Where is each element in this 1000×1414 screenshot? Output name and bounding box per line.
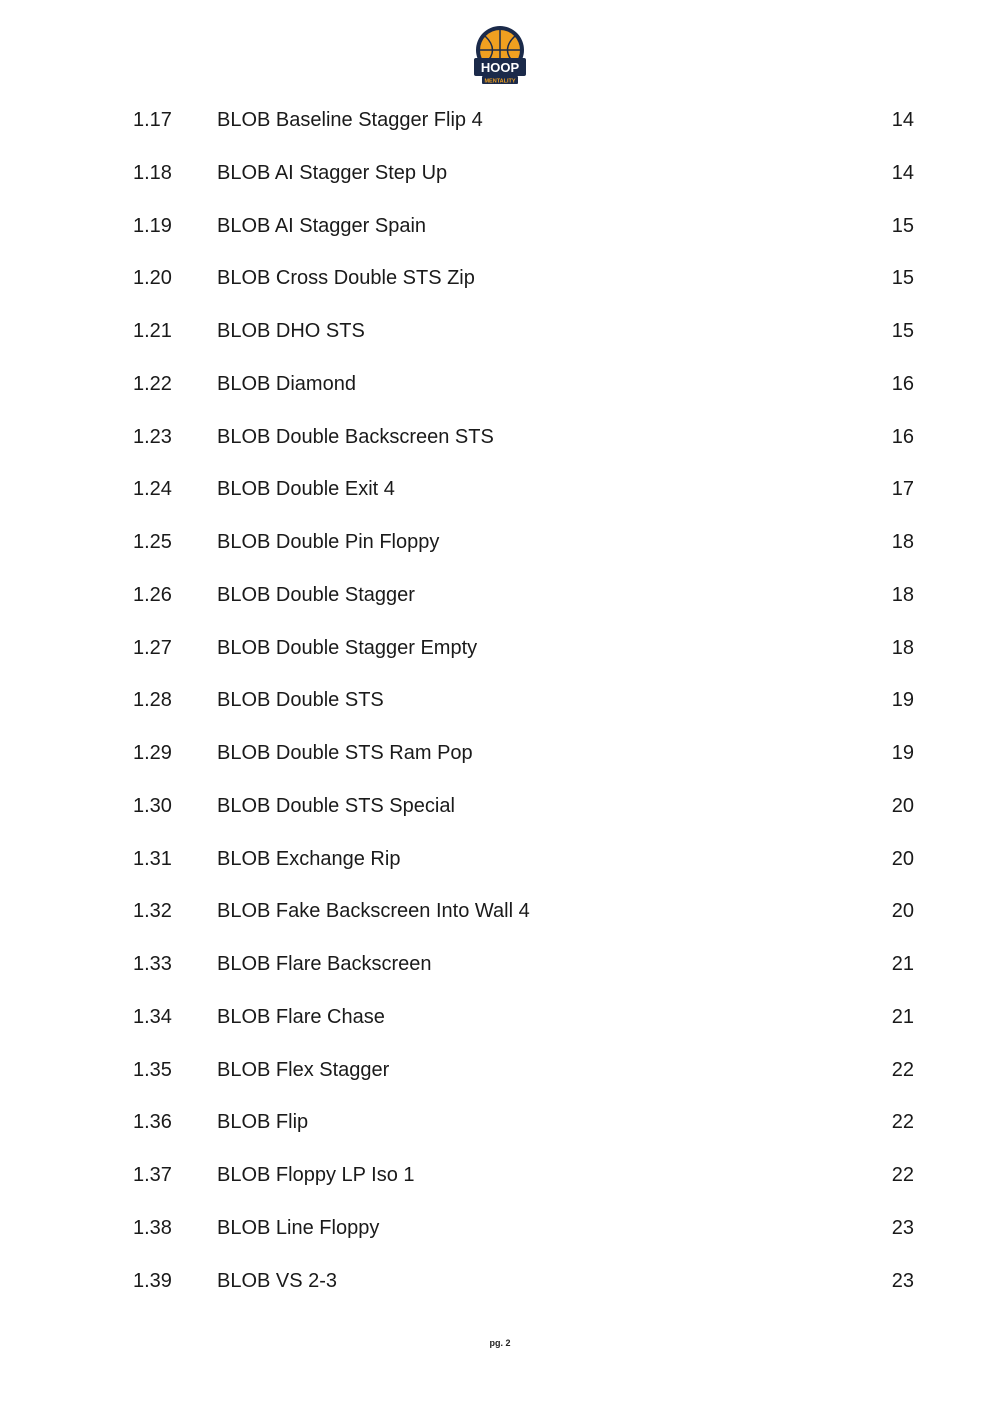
toc-entry-page: 22 (891, 1164, 914, 1186)
toc-entry-title[interactable]: BLOB Floppy LP Iso 1 (217, 1164, 415, 1186)
toc-entry[interactable] (0, 358, 1000, 411)
toc-entry-page: 14 (891, 161, 914, 184)
toc-entry[interactable] (0, 938, 1000, 991)
toc-entry-page: 18 (891, 583, 914, 606)
toc-entry[interactable] (0, 1044, 1000, 1097)
toc-entry[interactable] (0, 885, 1000, 938)
toc-entry-number: 1.35 (133, 1058, 172, 1081)
basketball-logo-icon (472, 24, 528, 86)
toc-entry-title[interactable]: BLOB AI Stagger Step Up (217, 161, 448, 184)
toc-entry[interactable] (0, 1096, 1000, 1149)
toc-entry[interactable] (0, 463, 1000, 516)
toc-entry-page: 15 (891, 267, 914, 290)
toc-entry[interactable] (0, 780, 1000, 833)
toc-entry[interactable] (0, 200, 1000, 253)
toc-entry[interactable] (0, 94, 1000, 147)
toc-entry[interactable] (0, 1255, 1000, 1308)
toc-entry-number: 1.39 (133, 1269, 172, 1292)
toc-entry-page: 20 (891, 794, 914, 817)
hoop-mentality-logo (472, 24, 528, 86)
toc-entry-page: 19 (891, 742, 914, 764)
toc-entry[interactable] (0, 1202, 1000, 1255)
toc-entry-number: 1.18 (133, 161, 172, 184)
toc-entry-number: 1.22 (133, 372, 172, 395)
toc-entry-page: 16 (891, 372, 914, 395)
toc-entry[interactable] (0, 569, 1000, 622)
toc-entry-number: 1.34 (133, 1005, 172, 1028)
toc-entry-title[interactable]: BLOB Double Pin Floppy (217, 531, 440, 553)
toc-entry-number: 1.37 (133, 1164, 172, 1186)
toc-entry[interactable] (0, 305, 1000, 358)
page-number: pg. 2 (489, 1338, 511, 1348)
toc-entry-title[interactable]: BLOB Double Stagger Empty (217, 636, 478, 659)
logo-subtext: MENTALITY (484, 78, 516, 85)
toc-entry-title[interactable]: BLOB Double Backscreen STS (217, 425, 494, 448)
toc-entry-title[interactable]: BLOB Flip (217, 1111, 309, 1134)
toc-entry-page: 20 (891, 847, 914, 870)
toc-entry-number: 1.38 (133, 1216, 172, 1239)
toc-entry-title[interactable]: BLOB DHO STS (217, 320, 365, 342)
toc-entry-title[interactable]: BLOB Cross Double STS Zip (217, 267, 475, 290)
toc-entry-title[interactable]: BLOB Exchange Rip (217, 847, 401, 870)
toc-entry-title[interactable]: BLOB Diamond (217, 372, 356, 395)
toc-entry-number: 1.21 (133, 320, 172, 342)
toc-entry[interactable] (0, 674, 1000, 727)
toc-entry-page: 23 (891, 1216, 914, 1239)
toc-entry-title[interactable]: BLOB Flex Stagger (217, 1058, 390, 1081)
toc-entry-title[interactable]: BLOB Double STS (217, 689, 384, 712)
toc-entry[interactable] (0, 622, 1000, 675)
toc-entry[interactable] (0, 252, 1000, 305)
toc-entry-title[interactable]: BLOB Double Exit 4 (217, 478, 395, 501)
toc-entry-title[interactable]: BLOB Double STS Special (217, 794, 455, 817)
toc-entry-title[interactable]: BLOB AI Stagger Spain (217, 214, 427, 237)
toc-entry-number: 1.23 (133, 425, 172, 448)
toc-entry-page: 17 (891, 478, 914, 501)
toc-entry-number: 1.25 (133, 531, 172, 553)
toc-entry-number: 1.17 (133, 109, 172, 131)
toc-entry-number: 1.19 (133, 214, 172, 237)
toc-entry-page: 18 (891, 531, 914, 553)
toc-entry-page: 16 (891, 425, 914, 448)
toc-entry[interactable] (0, 516, 1000, 569)
toc-entry-number: 1.26 (133, 583, 172, 606)
toc-entry-number: 1.29 (133, 742, 172, 764)
toc-entry[interactable] (0, 727, 1000, 780)
toc-entry-page: 21 (891, 1005, 914, 1028)
table-of-contents (0, 94, 1000, 1307)
toc-entry-page: 14 (891, 109, 914, 131)
toc-entry-page: 15 (891, 320, 914, 342)
toc-entry-title[interactable]: BLOB Double Stagger (217, 583, 415, 606)
toc-entry-page: 19 (891, 689, 914, 712)
toc-entry-number: 1.32 (133, 900, 172, 923)
toc-entry[interactable] (0, 991, 1000, 1044)
toc-entry-number: 1.33 (133, 953, 172, 975)
toc-entry-number: 1.28 (133, 689, 172, 712)
toc-entry-title[interactable]: BLOB Baseline Stagger Flip 4 (217, 109, 483, 131)
toc-entry-number: 1.20 (133, 267, 172, 290)
toc-entry-page: 20 (891, 900, 914, 923)
toc-entry-number: 1.36 (133, 1111, 172, 1134)
toc-entry-title[interactable]: BLOB Fake Backscreen Into Wall 4 (217, 900, 530, 923)
toc-entry-page: 18 (891, 636, 914, 659)
toc-entry-title[interactable]: BLOB Double STS Ram Pop (217, 742, 473, 764)
toc-entry-page: 22 (891, 1111, 914, 1134)
toc-entry-number: 1.24 (133, 478, 172, 501)
toc-entry-page: 22 (891, 1058, 914, 1081)
toc-entry-title[interactable]: BLOB Flare Backscreen (217, 953, 432, 975)
toc-entry-page: 21 (891, 953, 914, 975)
toc-entry-number: 1.31 (133, 847, 172, 870)
toc-entry-title[interactable]: BLOB Flare Chase (217, 1005, 385, 1028)
toc-entry[interactable] (0, 411, 1000, 464)
toc-entry-page: 15 (891, 214, 914, 237)
toc-entry-title[interactable]: BLOB VS 2-3 (217, 1269, 338, 1292)
toc-entry[interactable] (0, 1149, 1000, 1202)
logo-text: HOOP (480, 60, 520, 75)
toc-entry[interactable] (0, 833, 1000, 886)
toc-entry-number: 1.27 (133, 636, 172, 659)
toc-entry[interactable] (0, 147, 1000, 200)
toc-entry-number: 1.30 (133, 794, 172, 817)
toc-entry-page: 23 (891, 1269, 914, 1292)
toc-entry-title[interactable]: BLOB Line Floppy (217, 1216, 380, 1239)
